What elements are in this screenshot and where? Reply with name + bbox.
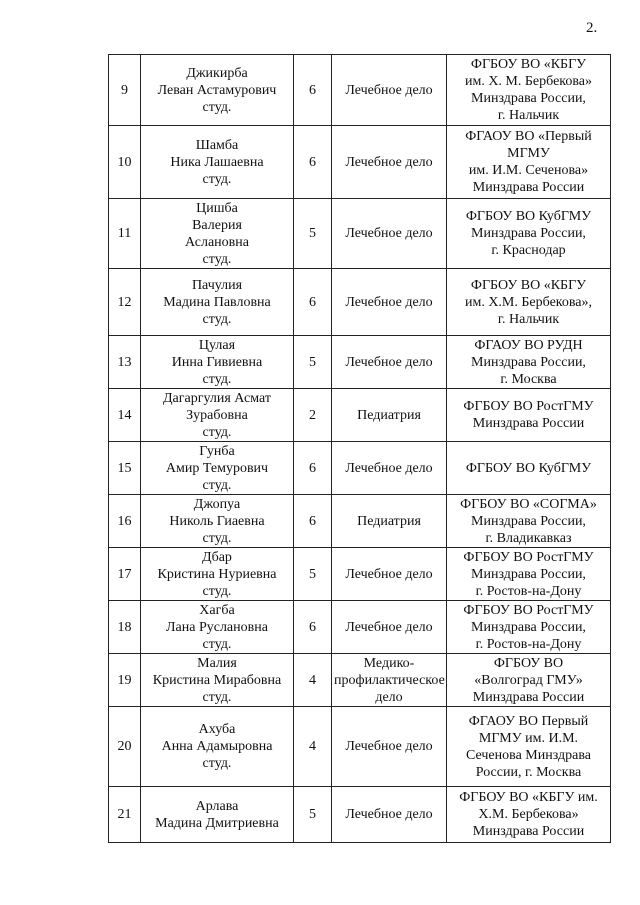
university: ФГБОУ ВО «Волгоград ГМУ» Минздрава России bbox=[447, 654, 611, 707]
row-number: 17 bbox=[109, 548, 141, 601]
course-year: 5 bbox=[294, 336, 332, 389]
course-year: 6 bbox=[294, 442, 332, 495]
table-row bbox=[109, 269, 611, 336]
university: ФГБОУ ВО КубГМУ bbox=[447, 442, 611, 495]
row-number: 14 bbox=[109, 389, 141, 442]
university: ФГБОУ ВО «КБГУ им. Х. М. Бербекова» Минздрава России, г. Нальчик bbox=[447, 55, 611, 126]
university: ФГБОУ ВО «КБГУ им. Х.М. Бербекова», г. Нальчик bbox=[447, 269, 611, 336]
table-row bbox=[109, 389, 611, 442]
student-name: Джикирба Леван Астамурович студ. bbox=[141, 55, 294, 126]
student-name: Шамба Ника Лашаевна студ. bbox=[141, 126, 294, 199]
university: ФГБОУ ВО КубГМУ Минздрава России, г. Краснодар bbox=[447, 199, 611, 269]
students-table bbox=[108, 54, 611, 843]
course-year: 6 bbox=[294, 126, 332, 199]
table-row bbox=[109, 495, 611, 548]
university: ФГБОУ ВО РостГМУ Минздрава России, г. Ростов-на-Дону bbox=[447, 548, 611, 601]
row-number: 15 bbox=[109, 442, 141, 495]
student-name: Дагаргулия Асмат Зурабовна студ. bbox=[141, 389, 294, 442]
course-year: 4 bbox=[294, 707, 332, 787]
course-year: 5 bbox=[294, 548, 332, 601]
university: ФГАОУ ВО «Первый МГМУ им. И.М. Сеченова» Минздрава России bbox=[447, 126, 611, 199]
specialty: Лечебное дело bbox=[332, 269, 447, 336]
university: ФГАОУ ВО Первый МГМУ им. И.М. Сеченова Минздрава России, г. Москва bbox=[447, 707, 611, 787]
specialty: Лечебное дело bbox=[332, 442, 447, 495]
specialty: Лечебное дело bbox=[332, 707, 447, 787]
specialty: Лечебное дело bbox=[332, 548, 447, 601]
specialty: Лечебное дело bbox=[332, 55, 447, 126]
row-number: 9 bbox=[109, 55, 141, 126]
specialty: Лечебное дело bbox=[332, 199, 447, 269]
specialty: Лечебное дело bbox=[332, 336, 447, 389]
student-name: Малия Кристина Мирабовна студ. bbox=[141, 654, 294, 707]
student-name: Гунба Амир Темурович студ. bbox=[141, 442, 294, 495]
course-year: 6 bbox=[294, 55, 332, 126]
course-year: 5 bbox=[294, 787, 332, 843]
course-year: 6 bbox=[294, 269, 332, 336]
student-name: Ахуба Анна Адамыровна студ. bbox=[141, 707, 294, 787]
row-number: 10 bbox=[109, 126, 141, 199]
specialty: Педиатрия bbox=[332, 389, 447, 442]
table-row bbox=[109, 654, 611, 707]
course-year: 6 bbox=[294, 601, 332, 654]
course-year: 5 bbox=[294, 199, 332, 269]
specialty: Лечебное дело bbox=[332, 601, 447, 654]
student-name: Пачулия Мадина Павловна студ. bbox=[141, 269, 294, 336]
row-number: 18 bbox=[109, 601, 141, 654]
university: ФГБОУ ВО «СОГМА» Минздрава России, г. Владикавказ bbox=[447, 495, 611, 548]
university: ФГБОУ ВО РостГМУ Минздрава России, г. Ростов-на-Дону bbox=[447, 601, 611, 654]
table-row bbox=[109, 442, 611, 495]
table-row bbox=[109, 548, 611, 601]
university: ФГАОУ ВО РУДН Минздрава России, г. Москва bbox=[447, 336, 611, 389]
student-name: Цулая Инна Гивиевна студ. bbox=[141, 336, 294, 389]
row-number: 13 bbox=[109, 336, 141, 389]
row-number: 11 bbox=[109, 199, 141, 269]
student-name: Дбар Кристина Нуриевна студ. bbox=[141, 548, 294, 601]
specialty: Лечебное дело bbox=[332, 126, 447, 199]
course-year: 6 bbox=[294, 495, 332, 548]
row-number: 12 bbox=[109, 269, 141, 336]
row-number: 19 bbox=[109, 654, 141, 707]
table-row bbox=[109, 601, 611, 654]
university: ФГБОУ ВО РостГМУ Минздрава России bbox=[447, 389, 611, 442]
university: ФГБОУ ВО «КБГУ им. Х.М. Бербекова» Минздрава России bbox=[447, 787, 611, 843]
table-row bbox=[109, 199, 611, 269]
row-number: 16 bbox=[109, 495, 141, 548]
student-name: Джопуа Николь Гиаевна студ. bbox=[141, 495, 294, 548]
specialty: Педиатрия bbox=[332, 495, 447, 548]
row-number: 20 bbox=[109, 707, 141, 787]
course-year: 2 bbox=[294, 389, 332, 442]
table-row bbox=[109, 787, 611, 843]
table-row bbox=[109, 707, 611, 787]
course-year: 4 bbox=[294, 654, 332, 707]
student-name: Хагба Лана Руслановна студ. bbox=[141, 601, 294, 654]
table-row bbox=[109, 336, 611, 389]
table-row bbox=[109, 55, 611, 126]
student-name: Цишба Валерия Аслановна студ. bbox=[141, 199, 294, 269]
page-number: 2. bbox=[586, 20, 598, 36]
table-row bbox=[109, 126, 611, 199]
specialty: Медико- профилактическое дело bbox=[332, 654, 447, 707]
row-number: 21 bbox=[109, 787, 141, 843]
student-name: Арлава Мадина Дмитриевна bbox=[141, 787, 294, 843]
specialty: Лечебное дело bbox=[332, 787, 447, 843]
